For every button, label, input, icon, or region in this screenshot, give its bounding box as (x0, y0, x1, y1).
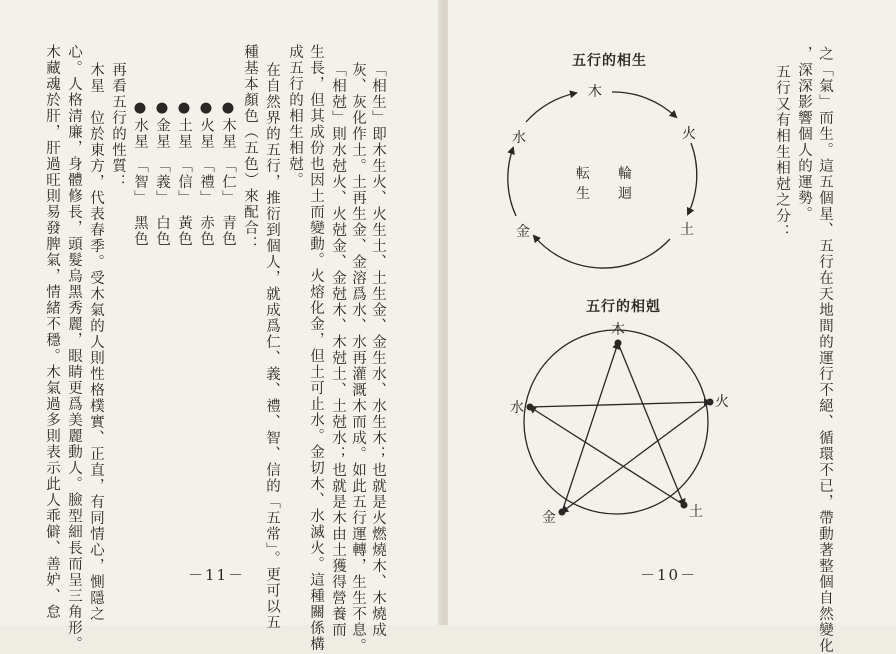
arc-earth-metal (534, 236, 670, 268)
diagram-title-sheng: 五行的相生 (572, 53, 647, 69)
node-wood (615, 340, 622, 347)
text-column: ●火星 「禮」 赤色 (198, 100, 214, 247)
center-label: 輪 (618, 166, 632, 182)
text-column: 木藏魂於肝，肝過旺則易發脾氣，情緒不穩。木氣過多則表示此人乖僻、善妒、怠 (44, 44, 60, 620)
line-metal-wood (562, 343, 618, 512)
element-metal: 金 (542, 510, 556, 526)
text-column: 五行又有相生相尅之分： (774, 64, 790, 240)
element-wood: 木 (611, 322, 625, 338)
text-column: 木星 位於東方，代表春季。受木氣的人則性格樸實、正直，有同情心，惻隱之 (88, 62, 104, 622)
line-earth-water (530, 407, 684, 505)
node-earth (681, 502, 688, 509)
center-label: 生 (576, 186, 590, 202)
text-column: ●水星 「智」 黑色 (132, 100, 148, 247)
text-column: 「相生」即木生火、火生土、土生金、金生水、水生木；也就是火燃燒木、木燒成 (370, 62, 386, 638)
node-water (527, 404, 534, 411)
text-column: 再看五行的性質： (110, 62, 126, 190)
center-label: 転 (576, 166, 590, 182)
ke-star (530, 343, 710, 512)
text-column: 在自然界的五行，推衍到個人，就成爲仁、義、禮、智、信的「五常」。更可以五 (264, 62, 280, 631)
text-column: 成五行的相生相尅。 (287, 44, 303, 188)
element-fire: 火 (682, 126, 696, 142)
diagram-title-ke: 五行的相剋 (586, 299, 661, 315)
five-elements-diagrams (448, 0, 896, 625)
text-column: ●金星 「義」 白色 (154, 100, 170, 247)
text-column: 「相尅」則水尅火、火尅金、金尅木、木尅土、土尅水；也就是木由土獲得營養而 (330, 62, 346, 638)
element-wood: 木 (588, 84, 602, 100)
arc-fire-earth (688, 143, 697, 214)
center-label: 迴 (618, 186, 632, 202)
line-water-fire (530, 402, 710, 407)
node-metal (559, 509, 566, 516)
element-earth: 土 (689, 504, 703, 520)
page-number: －11－ (188, 566, 246, 584)
left-page (0, 0, 444, 654)
sheng-cycle (508, 92, 697, 268)
ke-circle (524, 330, 708, 514)
ke-nodes (527, 340, 714, 516)
text-column: 生長，但其成份也因土而變動。火熔化金，但土可止水。金切木、水滅火。這種關係構 (308, 44, 324, 652)
page-number: －10－ (640, 566, 698, 584)
text-column: 種基本顏色（五色）來配合： (242, 44, 258, 252)
element-earth: 土 (680, 222, 694, 238)
text-column: 之「氣」而生。這五個星、五行在天地間的運行不絕、循環不已，帶動著整個自然變化 (817, 46, 833, 654)
text-column: 灰、灰化作土。土再生金、金溶爲水、水再灌溉木而成。如此五行運轉，生生不息。 (350, 62, 366, 654)
element-fire: 火 (715, 394, 729, 410)
text-column: ●木星 「仁」 青色 (220, 100, 236, 247)
text-column: 心。人格清廉，身體修長，頭髮烏黑秀麗，眼睛更爲美麗動人。臉型細長而呈三角形。 (66, 44, 82, 652)
line-wood-earth (618, 343, 684, 505)
element-metal: 金 (516, 224, 530, 240)
element-water: 水 (512, 130, 526, 146)
text-column: ，深深影響個人的運勢。 (796, 46, 812, 222)
element-water: 水 (510, 400, 524, 416)
right-page (448, 0, 896, 654)
arc-wood-fire (612, 92, 676, 117)
arc-metal-water (508, 148, 516, 216)
line-fire-metal (562, 402, 710, 512)
text-column: ●土星 「信」 黃色 (176, 100, 192, 247)
arc-water-wood (526, 93, 576, 122)
node-fire (707, 399, 714, 406)
